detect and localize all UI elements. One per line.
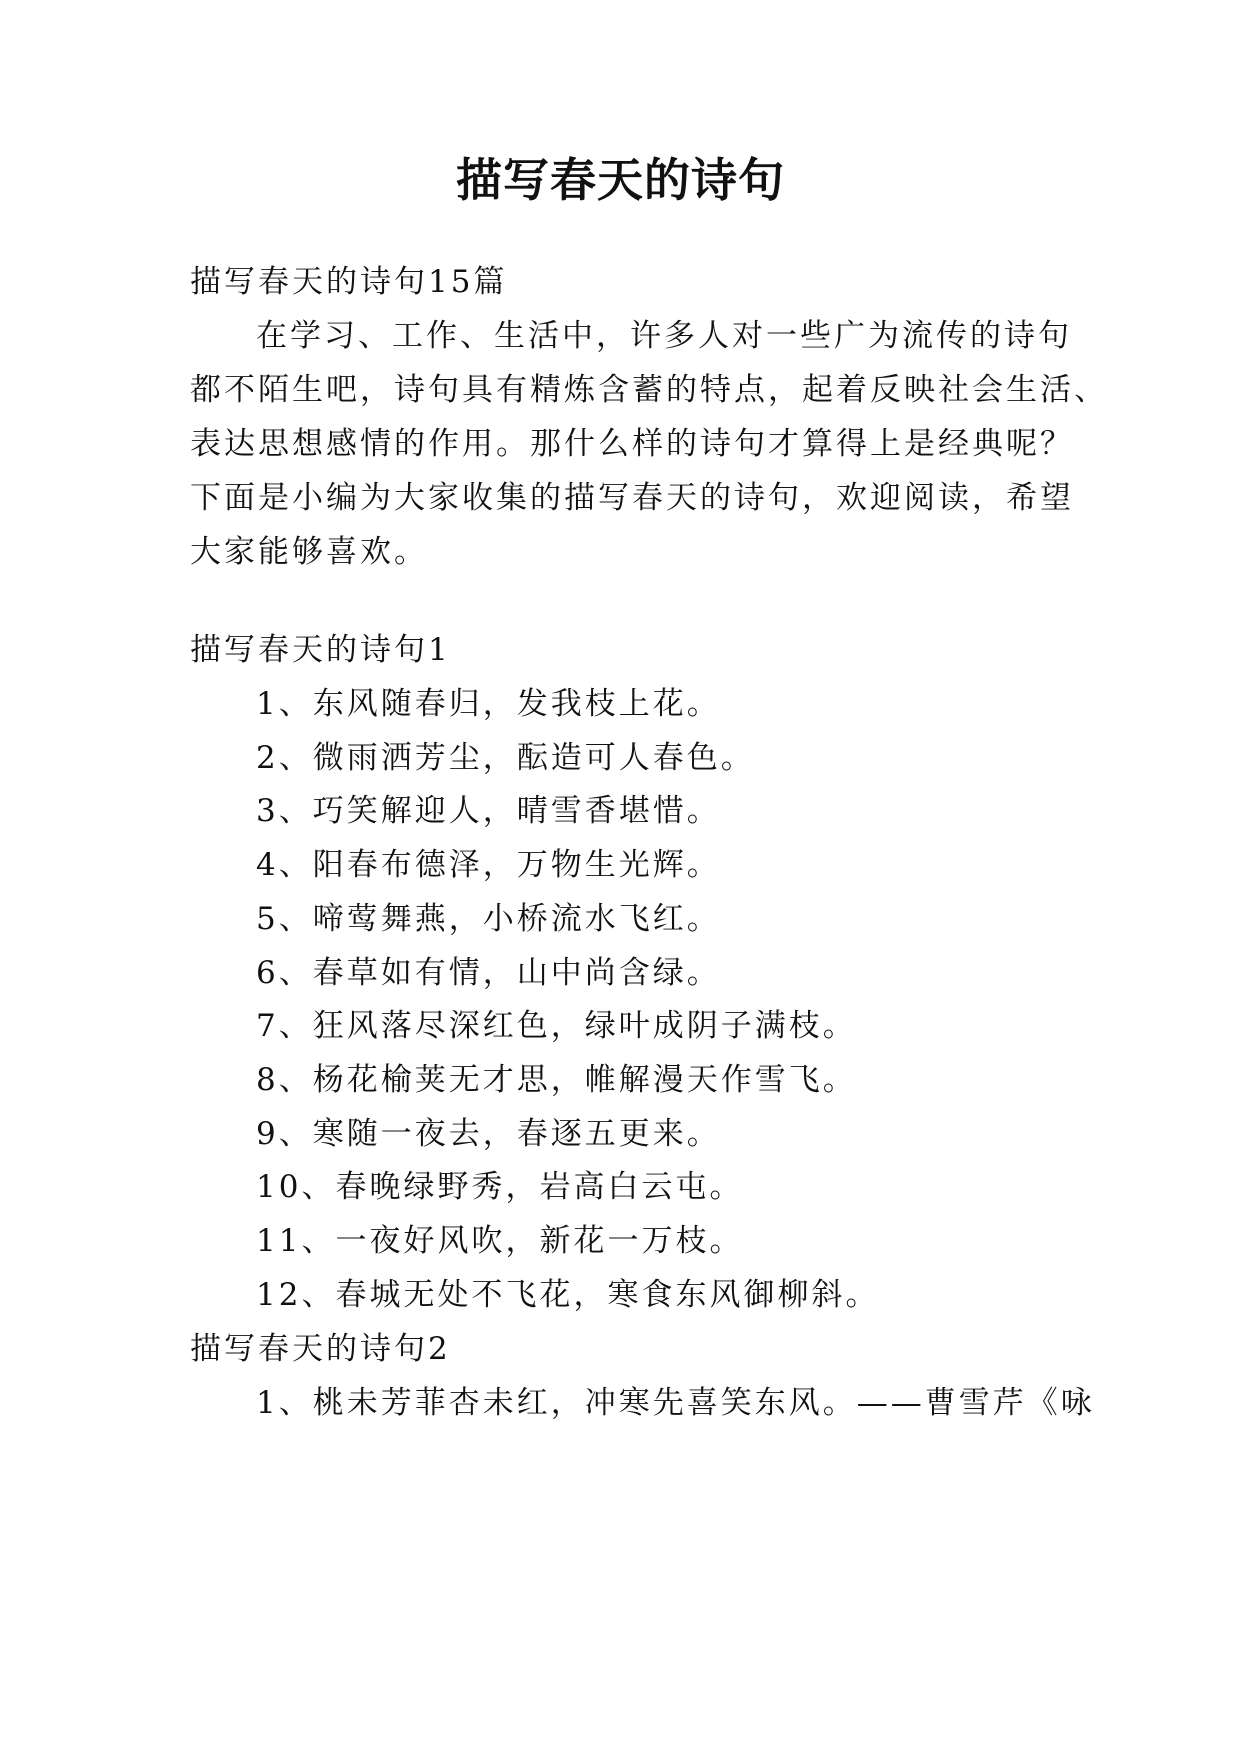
- section-heading: 描写春天的诗句1: [190, 632, 451, 668]
- poem-line: 6、春草如有情，山中尚含绿。: [256, 955, 721, 991]
- section-heading: 描写春天的诗句2: [190, 1331, 451, 1367]
- poem-line: 12、春城无处不飞花，寒食东风御柳斜。: [256, 1277, 880, 1313]
- poem-line: 5、啼莺舞燕，小桥流水飞红。: [256, 901, 721, 937]
- document-subtitle: 描写春天的诗句15篇: [190, 264, 508, 300]
- poem-line: 1、东风随春归，发我枝上花。: [256, 686, 721, 722]
- poem-line: 8、杨花榆荚无才思，帷解漫天作雪飞。: [256, 1062, 857, 1098]
- poem-line: 7、狂风落尽深红色，绿叶成阴子满枝。: [256, 1008, 857, 1044]
- document-title: 描写春天的诗句: [456, 153, 785, 207]
- poem-line: 1、桃未芳菲杏未红，冲寒先喜笑东风。——曹雪芹《咏: [256, 1385, 1095, 1421]
- poem-line: 11、一夜好风吹，新花一万枝。: [256, 1223, 744, 1259]
- poem-line: 2、微雨洒芳尘，酝造可人春色。: [256, 740, 755, 776]
- intro-paragraph-line: 表达思想感情的作用。那什么样的诗句才算得上是经典呢？: [190, 426, 1074, 462]
- intro-paragraph-line: 都不陌生吧，诗句具有精炼含蓄的特点，起着反映社会生活、: [190, 372, 1108, 408]
- intro-paragraph-line: 下面是小编为大家收集的描写春天的诗句，欢迎阅读，希望: [190, 480, 1074, 516]
- poem-line: 4、阳春布德泽，万物生光辉。: [256, 847, 721, 883]
- intro-paragraph-line: 在学习、工作、生活中，许多人对一些广为流传的诗句: [256, 318, 1072, 354]
- intro-paragraph-line: 大家能够喜欢。: [190, 534, 428, 570]
- poem-line: 3、巧笑解迎人，晴雪香堪惜。: [256, 793, 721, 829]
- poem-line: 9、寒随一夜去，春逐五更来。: [256, 1116, 721, 1152]
- poem-line: 10、春晚绿野秀，岩高白云屯。: [256, 1169, 744, 1205]
